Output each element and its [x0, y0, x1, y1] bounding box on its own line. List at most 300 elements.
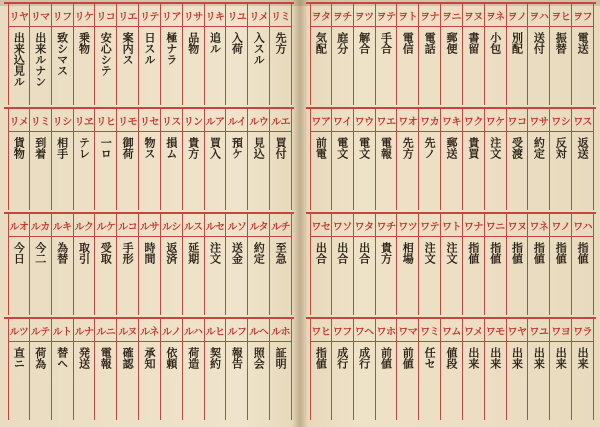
code-key: リメ [9, 109, 29, 132]
code-meaning: 気配 [314, 32, 328, 54]
code-entry [161, 4, 183, 105]
code-entry [139, 4, 161, 105]
code-entry [8, 319, 30, 420]
code-meaning: 約定 [252, 242, 266, 264]
code-meaning: 契約 [208, 347, 222, 369]
code-key: ルネ [139, 319, 160, 342]
code-key: ルコ [117, 214, 138, 237]
code-band [302, 107, 600, 210]
code-meaning: 報告 [230, 347, 244, 369]
code-key: ワホ [376, 319, 397, 342]
code-meaning: 解合 [357, 32, 371, 54]
code-meaning: 振替 [554, 32, 568, 54]
code-key: ワウ [354, 109, 375, 132]
code-key: ワフ [332, 319, 353, 342]
code-meaning: 前値 [401, 347, 415, 369]
code-key: ワヒ [311, 319, 331, 342]
code-entry [463, 109, 485, 210]
code-key: ルシ [161, 214, 182, 237]
code-meaning: 郵送 [444, 137, 458, 159]
code-entry [183, 4, 205, 105]
code-meaning: 一ロ [99, 137, 113, 159]
code-key: ヲト [397, 4, 418, 27]
code-key: ワメ [463, 319, 484, 342]
code-meaning: 損ム [164, 137, 178, 159]
code-key: ルヌ [117, 319, 138, 342]
code-entry [507, 4, 529, 105]
code-meaning: 電報 [99, 347, 113, 369]
code-entry [248, 4, 270, 105]
code-meaning: 注文 [423, 242, 437, 264]
code-key: ワマ [397, 319, 418, 342]
code-entry [205, 4, 227, 105]
code-meaning: 預ケ [230, 137, 244, 159]
code-band [0, 2, 298, 105]
code-meaning: 出来 [554, 347, 568, 369]
code-entry [30, 214, 52, 315]
code-entry [183, 319, 205, 420]
code-band [0, 107, 298, 210]
code-meaning: 至急 [274, 242, 288, 264]
code-key: ヲノ [507, 4, 528, 27]
code-band [302, 317, 600, 420]
code-meaning: 電報 [379, 137, 393, 159]
code-entry [528, 214, 550, 315]
code-meaning: 指値 [576, 242, 590, 264]
code-key: ワミ [419, 319, 440, 342]
code-entry [572, 214, 594, 315]
code-band [302, 2, 600, 105]
band-grid [310, 319, 594, 420]
code-key: ワソ [332, 214, 353, 237]
code-meaning: 極ナラ [164, 32, 178, 65]
code-key: ヲフ [572, 4, 593, 27]
code-entry [270, 319, 292, 420]
code-meaning: 入荷 [230, 32, 244, 54]
code-key: ワヌ [507, 214, 528, 237]
code-meaning: 相場 [401, 242, 415, 264]
code-entry [419, 214, 441, 315]
code-meaning: 取引 [77, 242, 91, 264]
code-key: リテ [139, 4, 160, 27]
code-meaning: 前値 [379, 347, 393, 369]
code-key: ルタ [248, 214, 269, 237]
code-key: リセ [139, 109, 160, 132]
code-key: ルテ [30, 319, 51, 342]
code-meaning: 成行 [335, 347, 349, 369]
code-entry [310, 4, 332, 105]
code-entry [332, 319, 354, 420]
code-entry [332, 214, 354, 315]
code-key: リユ [226, 4, 247, 27]
code-key: リン [183, 109, 204, 132]
code-entry [376, 109, 398, 210]
code-meaning: 電文 [335, 137, 349, 159]
code-meaning: 小包 [488, 32, 502, 54]
code-band [0, 212, 298, 315]
code-key: ワエ [376, 109, 397, 132]
code-meaning: 手形 [121, 242, 135, 264]
code-entry [310, 214, 332, 315]
code-meaning: 反対 [554, 137, 568, 159]
code-entry [354, 214, 376, 315]
code-meaning: 指値 [314, 347, 328, 369]
code-meaning: 時間 [142, 242, 156, 264]
code-key: ワユ [528, 319, 549, 342]
code-meaning: 承知 [142, 347, 156, 369]
code-meaning: 出来 [488, 347, 502, 369]
code-entry [205, 214, 227, 315]
code-key: ルナ [74, 319, 95, 342]
code-meaning: 出来 [510, 347, 524, 369]
code-entry [205, 319, 227, 420]
code-entry [376, 319, 398, 420]
code-key: ルサ [139, 214, 160, 237]
code-entry [441, 214, 463, 315]
code-meaning: 出来ルナン [33, 32, 47, 87]
code-entry [52, 214, 74, 315]
code-meaning: 指値 [554, 242, 568, 264]
code-key: ワサ [528, 109, 549, 132]
code-entry [332, 109, 354, 210]
code-key: リマ [30, 4, 51, 27]
code-meaning: 指値 [466, 242, 480, 264]
code-meaning: 出来込見ル [12, 32, 26, 87]
code-meaning: 注文 [208, 242, 222, 264]
code-meaning: 受取 [99, 242, 113, 264]
code-entry [550, 109, 572, 210]
code-meaning: 注文 [488, 137, 502, 159]
code-band [0, 317, 298, 420]
code-entry [376, 4, 398, 105]
code-entry [52, 109, 74, 210]
code-meaning: 貴方 [379, 242, 393, 264]
code-meaning: 買付 [274, 137, 288, 159]
code-meaning: 今日 [12, 242, 26, 264]
code-meaning: 出来 [532, 347, 546, 369]
code-entry [376, 214, 398, 315]
code-meaning: 安心シテ [99, 32, 113, 76]
code-meaning: 成行 [357, 347, 371, 369]
code-entry [161, 319, 183, 420]
code-key: ワス [572, 109, 593, 132]
code-meaning: 致シマス [55, 32, 69, 76]
code-key: ワキ [441, 109, 462, 132]
code-entry [270, 4, 292, 105]
code-entry [95, 4, 117, 105]
code-key: ワセ [311, 214, 331, 237]
code-key: ルホ [270, 319, 291, 342]
code-meaning: 指値 [532, 242, 546, 264]
code-meaning: 入スル [252, 32, 266, 65]
code-key: リス [161, 109, 182, 132]
code-meaning: 値段 [444, 347, 458, 369]
code-entry [139, 319, 161, 420]
code-key: ルフ [226, 319, 247, 342]
code-meaning: 延期 [186, 242, 200, 264]
code-meaning: 手合 [379, 32, 393, 54]
code-meaning: 確認 [121, 347, 135, 369]
code-key: ワア [311, 109, 331, 132]
code-entry [507, 214, 529, 315]
code-entry [528, 4, 550, 105]
code-entry [226, 214, 248, 315]
code-key: リフ [52, 4, 73, 27]
code-key: リケ [74, 4, 95, 27]
code-key: ルク [74, 214, 95, 237]
code-entry [117, 4, 139, 105]
band-grid [8, 109, 292, 210]
code-meaning: 買入 [208, 137, 222, 159]
code-key: ワラ [572, 319, 593, 342]
code-key: ヲタ [311, 4, 331, 27]
code-key: ヲツ [354, 4, 375, 27]
code-entry [52, 319, 74, 420]
code-meaning: 返送 [576, 137, 590, 159]
code-key: ワク [463, 109, 484, 132]
code-key: ルケ [95, 214, 116, 237]
code-key: ワハ [572, 214, 593, 237]
code-key: ルキ [52, 214, 73, 237]
code-entry [354, 4, 376, 105]
code-key: ルカ [30, 214, 51, 237]
band-grid [310, 4, 594, 105]
code-meaning: 見込 [252, 137, 266, 159]
code-key: リシ [52, 109, 73, 132]
code-key: リヱ [74, 109, 95, 132]
code-key: ワテ [419, 214, 440, 237]
code-entry [30, 109, 52, 210]
code-key: リミ [30, 109, 51, 132]
band-grid [8, 319, 292, 420]
code-entry [74, 4, 96, 105]
code-entry [354, 319, 376, 420]
code-entry [248, 109, 270, 210]
code-entry [507, 319, 529, 420]
code-key: リモ [117, 109, 138, 132]
code-key: ルソ [226, 214, 247, 237]
code-entry [419, 4, 441, 105]
code-entry [310, 109, 332, 210]
code-entry [441, 4, 463, 105]
code-entry [332, 4, 354, 105]
code-key: ルス [183, 214, 204, 237]
code-entry [419, 109, 441, 210]
code-entry [161, 109, 183, 210]
code-meaning: 追ル [208, 32, 222, 54]
code-entry [397, 4, 419, 105]
code-entry [463, 4, 485, 105]
code-entry [183, 109, 205, 210]
code-meaning: 替ヘ [55, 347, 69, 369]
code-meaning: テレ [77, 137, 91, 159]
code-meaning: 到着 [33, 137, 47, 159]
code-entry [95, 109, 117, 210]
code-entry [30, 319, 52, 420]
code-meaning: 電話 [423, 32, 437, 54]
code-key: ワシ [550, 109, 571, 132]
code-key: ヲテ [376, 4, 397, 27]
code-entry [117, 214, 139, 315]
code-entry [485, 4, 507, 105]
code-meaning: 先方 [274, 32, 288, 54]
code-key: ルハ [183, 319, 204, 342]
code-key: ワモ [485, 319, 506, 342]
code-key: ワコ [507, 109, 528, 132]
code-meaning: 注文 [444, 242, 458, 264]
code-key: ワネ [528, 214, 549, 237]
code-meaning: 品物 [186, 32, 200, 54]
code-meaning: 荷為 [33, 347, 47, 369]
code-key: ヲハ [528, 4, 549, 27]
code-key: ルノ [161, 319, 182, 342]
code-key: ルヘ [248, 319, 269, 342]
code-key: ルト [52, 319, 73, 342]
code-entry [183, 214, 205, 315]
code-key: ルエ [270, 109, 291, 132]
code-meaning: 郵便 [444, 32, 458, 54]
code-entry [441, 109, 463, 210]
code-entry [74, 319, 96, 420]
code-entry [117, 109, 139, 210]
code-key: ルチ [270, 214, 291, 237]
code-entry [270, 109, 292, 210]
code-key: ルオ [9, 214, 29, 237]
code-meaning: 受渡 [510, 137, 524, 159]
code-meaning: 貴方 [186, 137, 200, 159]
code-meaning: 約定 [532, 137, 546, 159]
code-entry [270, 214, 292, 315]
code-key: ワヘ [354, 319, 375, 342]
code-meaning: 発送 [77, 347, 91, 369]
code-entry [248, 214, 270, 315]
code-entry [117, 319, 139, 420]
code-entry [52, 4, 74, 105]
code-entry [139, 109, 161, 210]
code-meaning: 直ニ [12, 347, 26, 369]
code-key: ワナ [463, 214, 484, 237]
left-page [0, 0, 298, 427]
code-key: ワオ [397, 109, 418, 132]
code-meaning: 物ス [142, 137, 156, 159]
code-key: リキ [205, 4, 226, 27]
code-entry [8, 109, 30, 210]
code-entry [310, 319, 332, 420]
code-meaning: 依頼 [164, 347, 178, 369]
code-key: ヲニ [441, 4, 462, 27]
code-entry [205, 109, 227, 210]
band-grid [8, 214, 292, 315]
code-entry [226, 4, 248, 105]
book-gutter [292, 0, 308, 427]
code-meaning: 貨物 [12, 137, 26, 159]
code-meaning: 別配 [510, 32, 524, 54]
code-key: ワト [441, 214, 462, 237]
code-key: ワニ [485, 214, 506, 237]
code-key: リサ [183, 4, 204, 27]
band-grid [310, 214, 594, 315]
code-meaning: 送付 [532, 32, 546, 54]
code-key: リミ [270, 4, 291, 27]
code-entry [226, 109, 248, 210]
code-meaning: 為替 [55, 242, 69, 264]
code-key: ルツ [9, 319, 29, 342]
code-entry [550, 4, 572, 105]
code-key: ルヒ [205, 319, 226, 342]
code-meaning: 電送 [576, 32, 590, 54]
code-key: ワケ [485, 109, 506, 132]
code-meaning: 電文 [357, 137, 371, 159]
code-key: ルイ [226, 109, 247, 132]
code-entry [507, 109, 529, 210]
code-meaning: 貴買 [466, 137, 480, 159]
code-key: リエ [117, 4, 138, 27]
code-meaning: 任セ [423, 347, 437, 369]
band-grid [310, 109, 594, 210]
code-meaning: 相手 [55, 137, 69, 159]
code-entry [441, 319, 463, 420]
code-entry [572, 109, 594, 210]
code-meaning: 指値 [488, 242, 502, 264]
code-meaning: 庭分 [335, 32, 349, 54]
code-entry [161, 214, 183, 315]
code-meaning: 御荷 [121, 137, 135, 159]
code-meaning: 今二 [33, 242, 47, 264]
code-entry [397, 109, 419, 210]
code-entry [95, 214, 117, 315]
code-key: ワツ [397, 214, 418, 237]
code-meaning: 証明 [274, 347, 288, 369]
code-entry [397, 214, 419, 315]
code-entry [550, 319, 572, 420]
code-key: ワヨ [550, 319, 571, 342]
code-entry [74, 109, 96, 210]
code-key: ルニ [95, 319, 116, 342]
right-page [302, 0, 600, 427]
code-entry [485, 319, 507, 420]
code-entry [95, 319, 117, 420]
code-meaning: 指値 [510, 242, 524, 264]
code-entry [248, 319, 270, 420]
code-key: ルア [205, 109, 226, 132]
code-meaning: 日スル [142, 32, 156, 65]
code-key: ルセ [205, 214, 226, 237]
code-meaning: 照会 [252, 347, 266, 369]
code-meaning: 書留 [466, 32, 480, 54]
code-key: ヲヒ [550, 4, 571, 27]
code-key: ワタ [354, 214, 375, 237]
band-grid [8, 4, 292, 105]
code-entry [572, 319, 594, 420]
code-meaning: 出合 [314, 242, 328, 264]
code-key: ヲネ [485, 4, 506, 27]
code-meaning: 出来 [466, 347, 480, 369]
code-entry [528, 109, 550, 210]
code-key: リコ [95, 4, 116, 27]
code-entry [528, 319, 550, 420]
code-meaning: 荷造 [186, 347, 200, 369]
code-entry [419, 319, 441, 420]
code-entry [226, 319, 248, 420]
code-key: リメ [248, 4, 269, 27]
code-key: リヤ [9, 4, 29, 27]
code-entry [572, 4, 594, 105]
code-key: ワカ [419, 109, 440, 132]
code-entry [30, 4, 52, 105]
code-key: ワイ [332, 109, 353, 132]
code-entry [8, 214, 30, 315]
code-entry [485, 214, 507, 315]
